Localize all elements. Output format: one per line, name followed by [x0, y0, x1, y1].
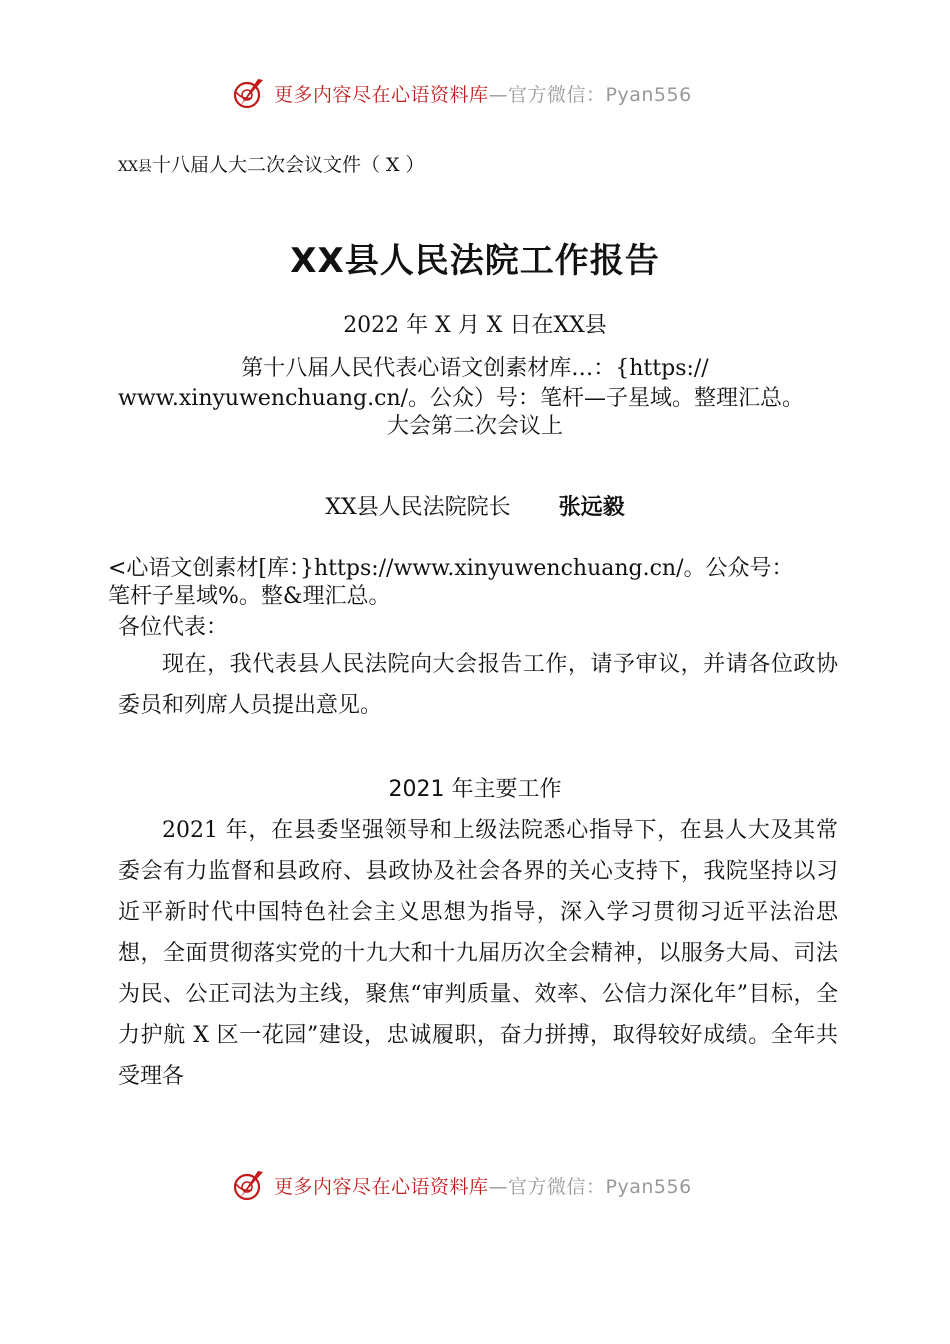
insert-line-2: 笔杆子星域%。整&理汇总。 [108, 584, 391, 609]
doc-prefix: XX县 [118, 159, 152, 175]
quill-logo-icon [232, 76, 266, 110]
meeting-line-4: 大会第二次会议上 [386, 414, 563, 439]
doc-label: 十八届人大二次会议文件（ X ） [151, 154, 425, 176]
intro-paragraph: 现在，我代表县人民法院向大会报告工作，请予审议，并请各位政协委员和列席人员提出意见。 [118, 652, 838, 718]
watermark-text: 更多内容尽在心语资料库 [274, 1175, 489, 1198]
meeting-date: 2022 年 X 月 X 日在XX县 [343, 313, 607, 338]
quill-logo-icon [232, 1168, 266, 1202]
watermark-top [232, 76, 692, 110]
author-name: 张远毅 [558, 495, 625, 520]
watermark-separator: —官方微信： [488, 1175, 606, 1198]
report-title: XX县人民法院工作报告 [290, 241, 660, 281]
watermark-text: 更多内容尽在心语资料库 [274, 83, 489, 106]
watermark-wechat-id: Pyan556 [605, 83, 692, 106]
meeting-line-2: 第十八届人民代表心语文创素材库…：{https:// [241, 356, 709, 381]
document-number [118, 150, 425, 177]
insert-line-1: <心语文创素材[库：}https://www.xinyuwenchuang.cn/。公众号： [108, 556, 794, 581]
body-paragraph: 2021 年，在县委坚强领导和上级法院悉心指导下，在县人大及其常委会有力监督和县政府、县政协及社会各界的关心支持下，我院坚持以习近平新时代中国特色社会主义思想为指导，深入学习贯彻习近平法治思想，全面贯彻落实党的十九大和十九届历次全会精神，以服务大局、司法为民、公正司法为主线，聚焦“审判质量、效率、公信力深化年”目标，全力护航 X 区一花园”建设，忠诚履职，奋力拼搏，取得较好成绩。全年共受理各 [118, 818, 838, 1089]
greeting: 各位代表： [118, 615, 229, 640]
section-heading: 2021 年主要工作 [388, 777, 562, 802]
watermark-bottom [232, 1168, 692, 1202]
meeting-line-3: www.xinyuwenchuang.cn/。公众）号：笔杆—子星域。整理汇总。 [118, 386, 805, 411]
watermark-separator: —官方微信： [488, 83, 606, 106]
watermark-wechat-id: Pyan556 [605, 1175, 692, 1198]
author-line [0, 490, 950, 521]
author-title: XX县人民法院院长 [325, 495, 511, 520]
